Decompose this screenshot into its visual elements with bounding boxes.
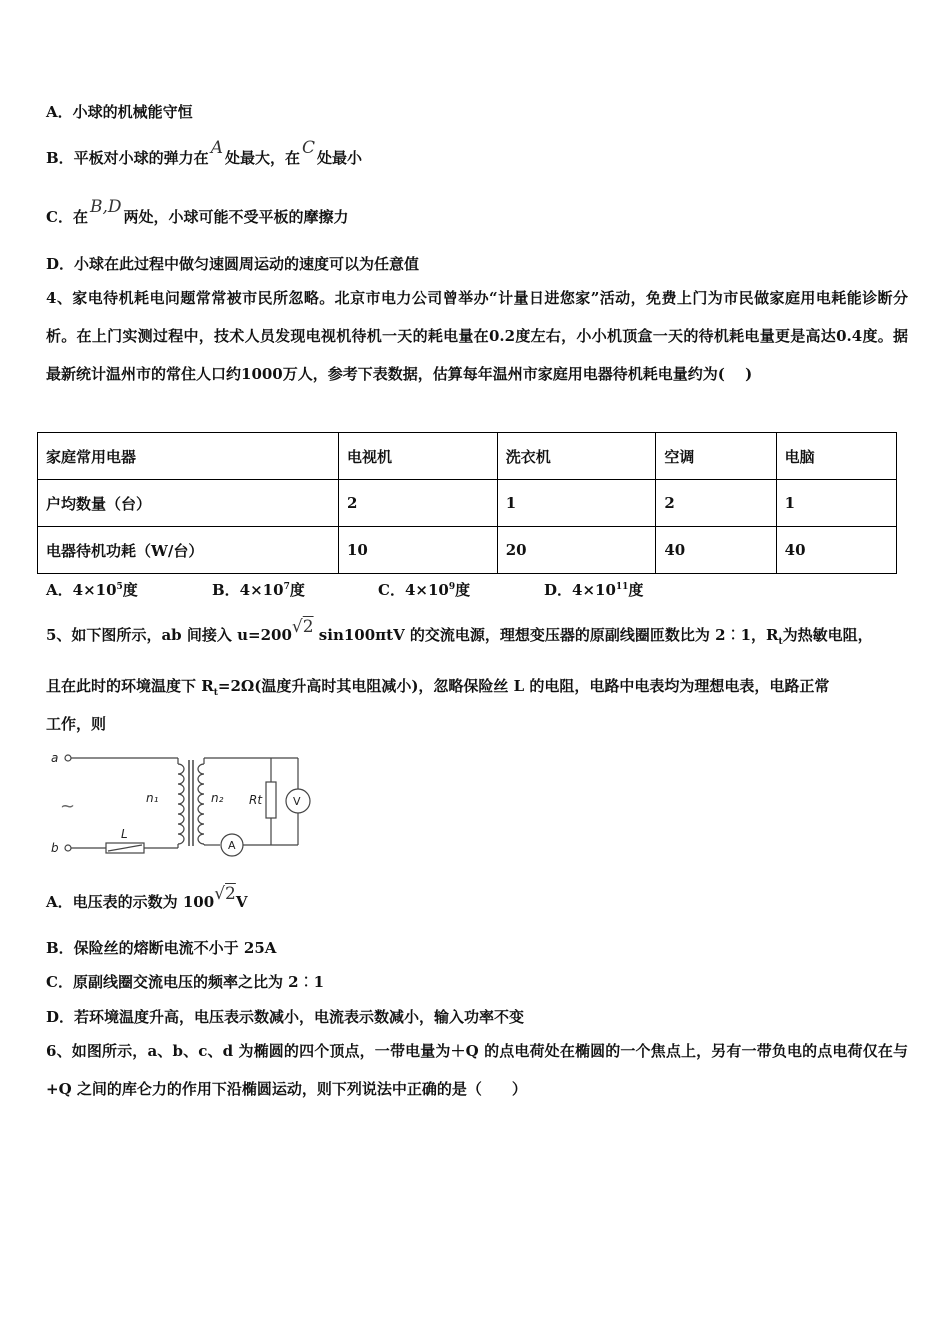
table-cell: 1 <box>497 480 656 527</box>
q4-table <box>37 432 897 574</box>
q5-option-d: D．若环境温度升高，电压表示数减小，电流表示数减小，输入功率不变 <box>46 1008 525 1026</box>
table-header-cell: 空调 <box>656 433 776 480</box>
label-l: L <box>121 827 128 841</box>
q4-option-c: C．$4\times 10^9$度 <box>378 581 471 599</box>
table-cell: 户均数量（台） <box>38 480 339 527</box>
q3-option-b-text2: 处最大，在 <box>224 149 300 167</box>
table-cell: 10 <box>339 527 498 574</box>
q5-stem-line1: 5、如下图所示，ab 间接入 u=200√2 sin100πtV 的交流电源，理想变压器的原副线圈匝数比为 2︰1，$R_t$为热敏电阻， <box>46 617 873 647</box>
q4-option-d: D．$4\times 10^{11}$度 <box>544 581 644 599</box>
label-ammeter: A <box>228 839 236 852</box>
table-row <box>38 527 897 574</box>
label-v: V <box>293 795 301 808</box>
q3-option-c-text2: 两处，小球可能不受平板的摩擦力 <box>123 208 349 226</box>
table-header-cell: 电脑 <box>776 433 896 480</box>
table-row <box>38 480 897 527</box>
q4-options <box>46 579 643 600</box>
q4-stem: 4、家电待机耗电问题常常被市民所忽略。北京市电力公司曾举办“计量日进您家”活动，免费上门为市民做家庭用电耗能诊断分析。在上门实测过程中，技术人员发现电视机待机一天的耗电量在0.2度左右，小小机顶盒一天的待机耗电量更是高达0.4度。据最新统计温州市的常住人口约1000万人，参考下表数据，估算每年温州市家庭用电器待机耗电量约为( ) <box>46 289 908 383</box>
secondary-coil <box>198 764 204 844</box>
thermistor-rt <box>266 782 276 818</box>
sqrt-symbol: √2 <box>291 617 314 637</box>
q3-option-a: A．小球的机械能守恒 <box>46 103 193 121</box>
q3-option-c-math: B,D <box>89 197 122 217</box>
table-cell: 2 <box>339 480 498 527</box>
table-cell: 1 <box>776 480 896 527</box>
table-header-row <box>38 433 897 480</box>
table-cell: 2 <box>656 480 776 527</box>
q5-stem-line3: 工作，则 <box>46 715 107 733</box>
q3-option-d: D．小球在此过程中做匀速圆周运动的速度可以为任意值 <box>46 255 420 273</box>
label-a: a <box>51 751 59 765</box>
q5-option-c: C．原副线圈交流电压的频率之比为 2︰1 <box>46 973 325 991</box>
q5-option-a: A．电压表的示数为 100√2V <box>46 884 248 911</box>
q3-option-b-math-a: A <box>210 138 223 158</box>
q4-option-a: A．$4\times 10^5$度 <box>46 581 138 599</box>
sqrt-symbol: √2 <box>214 884 236 904</box>
q3-option-b-text1: B．平板对小球的弹力在 <box>46 149 209 167</box>
q5-stem-line2: 且在此时的环境温度下 $R_t=2\Omega$(温度升高时其电阻减小)，忽略保险丝 L 的电阻，电路中电表均为理想电表，电路正常 <box>46 677 830 698</box>
table-cell: 电器待机功耗（W/台） <box>38 527 339 574</box>
q5-option-b: B．保险丝的熔断电流不小于 25A <box>46 939 277 957</box>
q3-option-b-text3: 处最小 <box>317 149 363 167</box>
table-header-cell: 电视机 <box>339 433 498 480</box>
terminal-b <box>65 845 71 851</box>
table-cell: 40 <box>656 527 776 574</box>
table-cell: 40 <box>776 527 896 574</box>
q3-option-c-text1: C．在 <box>46 208 88 226</box>
table-cell: 20 <box>497 527 656 574</box>
q3-option-b-math-c: C <box>301 138 315 158</box>
ac-source-symbol: ~ <box>60 796 76 817</box>
label-b: b <box>51 841 59 855</box>
q3-option-b <box>46 138 363 168</box>
q3-option-c <box>46 197 349 227</box>
q6-stem: 6、如图所示，a、b、c、d 为椭圆的四个顶点，一带电量为＋Q 的点电荷处在椭圆的一个焦点上，另有一带负电的点电荷仅在与+Q 之间的库仑力的作用下沿椭圆运动，则下列说法中正确的是（ ） <box>46 1042 908 1098</box>
label-n1: n₁ <box>146 791 159 805</box>
primary-coil <box>178 764 184 844</box>
label-rt: Rt <box>249 793 263 807</box>
table-header-cell: 洗衣机 <box>497 433 656 480</box>
transformer-circuit-diagram <box>46 742 336 860</box>
label-n2: n₂ <box>211 791 224 805</box>
table-header-cell: 家庭常用电器 <box>38 433 339 480</box>
q4-option-b: B．$4\times 10^7$度 <box>212 581 305 599</box>
terminal-a <box>65 755 71 761</box>
